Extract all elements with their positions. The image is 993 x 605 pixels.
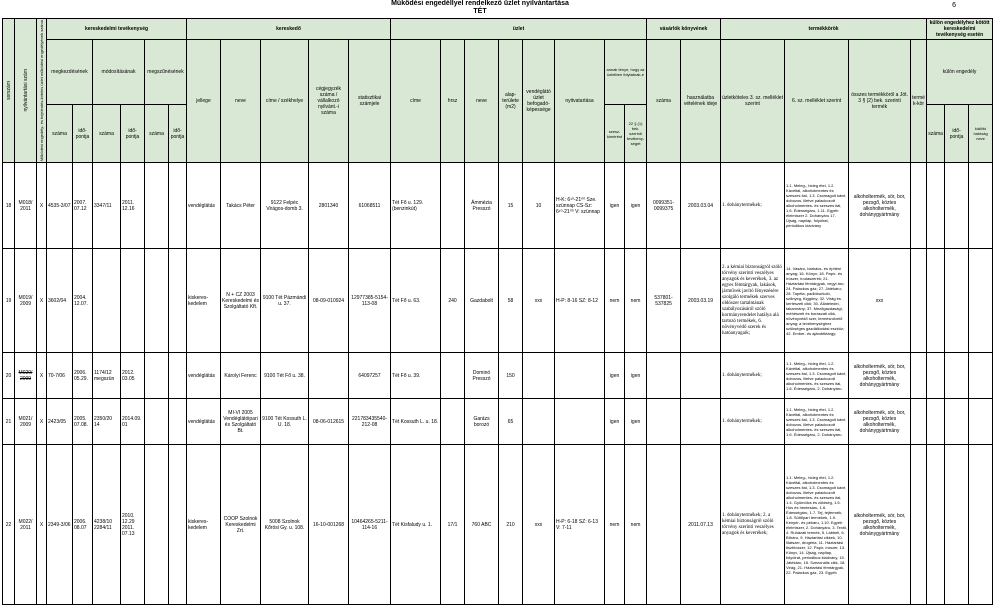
row-mod-ido: 2014.09. 01 bbox=[121, 399, 145, 445]
row-number: 21 bbox=[3, 399, 15, 445]
row-osszes: alkoholtermék, sör, bor, pezsgő, köztes alkoholtermék, dohánygyártmány bbox=[849, 445, 911, 605]
col-vk-szama: száma bbox=[647, 40, 681, 163]
row-nyilv: M020/ 2009 bbox=[15, 353, 37, 399]
col-uzlet-neve: neve bbox=[465, 40, 499, 163]
row-mod-ido: 2010. 12.29 2011. 07.13 bbox=[121, 445, 145, 605]
col-msz-ido: idő-pontja bbox=[169, 105, 187, 163]
row-mod-szama: 3347/11 bbox=[93, 163, 121, 249]
row-uzlet-cime: Tét Fő u. 39. bbox=[391, 353, 441, 399]
row-msz-ido bbox=[169, 353, 187, 399]
row-cegjegyzek: 16-10-001268 bbox=[309, 445, 349, 605]
table-row bbox=[3, 445, 993, 605]
row-nyitvatartas: H-P: 6-18 SZ: 6-13 V: 7-11 bbox=[555, 445, 605, 605]
row-osszes: alkoholtermék, sör, bor, pezsgő, köztes alkoholtermék, dohánygyártmány bbox=[849, 353, 911, 399]
row-mk-ido: 2007. 07.12 bbox=[73, 163, 93, 249]
register-subtitle: TÉT bbox=[473, 8, 487, 15]
sub-annak-tenye: annak ténye, hogy az üzletben folytatnak-e bbox=[605, 40, 647, 105]
row-termekkor bbox=[911, 445, 927, 605]
row-cegjegyzek: 08-09-010924 bbox=[309, 249, 349, 353]
row-befogado: 10 bbox=[523, 163, 555, 249]
row-kereskedo-neve: Takács Péter bbox=[221, 163, 261, 249]
row-hasznalatba: 2011.07.13 bbox=[681, 445, 721, 605]
row-mk-ido: 2006. 05.29. bbox=[73, 353, 93, 399]
row-mk-ido: 2004. 12.07. bbox=[73, 249, 93, 353]
row-k-szama bbox=[927, 163, 945, 249]
col-mukodesi: Működési engedély- és bejelentés-köteles üzlet működési engedélyének száma bbox=[39, 20, 44, 162]
table-row bbox=[3, 249, 993, 353]
row-k-szama bbox=[927, 445, 945, 605]
row-szeszkimeres: nem bbox=[605, 445, 625, 605]
row-k-szama bbox=[927, 249, 945, 353]
row-osszes: xxx bbox=[849, 249, 911, 353]
row-mod-szama: 1174/12 megszün bbox=[93, 353, 121, 399]
row-6sz: 1.1. Meleg-, hideg étel, 1.2. Kávéital, alkoholmentes és szeszes ital, 1.3. Csomagolt kávé, dobozos, illetve palackozott alkoholmentes- és szeszes ital, 1.6. Édességáru, 2. Dohányáru bbox=[785, 399, 849, 445]
row-uzlet-cime: Tét Kisfaludy u. 1. bbox=[391, 445, 441, 605]
row-msz-ido bbox=[169, 249, 187, 353]
row-kereskedo-neve: N + CZ 2003 Kereskedelmi és Szolgáltató Kft. bbox=[221, 249, 261, 353]
row-nyilv: M018/ 2011 bbox=[15, 163, 37, 249]
row-befogado: xxx bbox=[523, 445, 555, 605]
row-number: 18 bbox=[3, 163, 15, 249]
col-kiallito: kiállító hatóság neve bbox=[969, 105, 993, 163]
row-msz-szama bbox=[145, 249, 169, 353]
col-alapterulet: alap-területe (m2) bbox=[499, 40, 523, 163]
row-mk-szama: 3602/04 bbox=[47, 249, 73, 353]
row-uzlet-neve: Garázs borozó bbox=[465, 399, 499, 445]
col-befogado: vendéglátó üzlet befogadó-képessége bbox=[523, 40, 555, 163]
row-k-ido bbox=[945, 163, 969, 249]
group-kereskedo: kereskedő bbox=[187, 19, 391, 40]
row-statisztikai: 61068511 bbox=[349, 163, 391, 249]
row-alapterulet: 210 bbox=[499, 445, 523, 605]
col-mod-ido: idő-pontja bbox=[121, 105, 145, 163]
col-cime-szekhelye: címe / székhelye bbox=[261, 40, 309, 163]
col-sorszam: sorszám bbox=[5, 81, 12, 101]
col-hrsz: hrsz bbox=[441, 40, 465, 163]
col-mk-ido: idő-pontja bbox=[73, 105, 93, 163]
row-msz-szama bbox=[145, 353, 169, 399]
row-6sz: 1.1. Meleg-, hideg étel, 1.2. Kávéital, alkoholmentes és szeszes ital, 1.3. Csomagolt kávé, dobozos, illetve palackozott alkoholmentes- és szeszes ital, 1.6. Édességáru, 1.11. Egyéb élelmiszer 2. Dohányáru 17. Újság, napilap, folyóirat, periodikus kiadvány bbox=[785, 163, 849, 249]
row-hrsz bbox=[441, 353, 465, 399]
row-termekkor bbox=[911, 163, 927, 249]
row-k-ido bbox=[945, 249, 969, 353]
row-mk-ido: 2006. 08.07 bbox=[73, 445, 93, 605]
col-neve: neve bbox=[221, 40, 261, 163]
row-mod-ido: 2012. 03.05 bbox=[121, 353, 145, 399]
page-marker: 6 bbox=[952, 2, 956, 9]
row-cegjegyzek bbox=[309, 353, 349, 399]
col-k-ido: idő-pontja bbox=[945, 105, 969, 163]
row-k-szama bbox=[927, 399, 945, 445]
row-uzletkoteles: 2. a kémiai biztonságról szóló törvény szerinti veszélyes anyagok és keverékek, 3. az egyes fémtárgyak, lakások, járművek javító fényezésére szolgáló termékek szerves oldószer tartalmának szabályozásáról szóló kormányrendelet hatálya alá tartozó termékek, 6. növényvédő szerek és hatóanyagaik; bbox=[721, 249, 785, 353]
row-msz-szama bbox=[145, 445, 169, 605]
row-x: X bbox=[37, 163, 47, 249]
row-alapterulet: 58 bbox=[499, 249, 523, 353]
col-6sz: 6. sz. melléklet szerint bbox=[785, 40, 849, 163]
row-number: 20 bbox=[3, 353, 15, 399]
row-hrsz: 17/1 bbox=[441, 445, 465, 605]
row-6sz: 14. Vasáru, barkács- és építési anyag; 16. Könyv; 18. Papír- és írószer, irodaszerek; 21. Háztartási fémtárgyak, vegyi áru; 24. Palackos gáz; 27. Játékáru; 28. Tapéta, padlóburkoló, szőnyeg, függöny; 32. Virág és kertészeti cikk; 30. Állateledel, takarmány; 37. Mezőgazdasági, méhészeti és borászati cikk, növényvédő szer, termésnövelő anyag; a tevékenységhez szükséges gazdálkodási eszköz; 42. Ember- és ajándéktárgy; bbox=[785, 249, 849, 353]
row-k-ido bbox=[945, 445, 969, 605]
row-alapterulet: 150 bbox=[499, 353, 523, 399]
col-uzletkoteles: üzletköteles 3. sz. melléklet szerint bbox=[721, 40, 785, 163]
row-statisztikai: 10464265-5211-114-16 bbox=[349, 445, 391, 605]
row-jellege: vendéglátás bbox=[187, 353, 221, 399]
row-mod-szama: 2350/20 14 bbox=[93, 399, 121, 445]
row-mod-szama bbox=[93, 249, 121, 353]
row-befogado bbox=[523, 353, 555, 399]
row-hrsz bbox=[441, 163, 465, 249]
group-uzlet: üzlet bbox=[391, 19, 647, 40]
row-kiallito bbox=[969, 399, 993, 445]
row-nyilv: M022/ 2011 bbox=[15, 445, 37, 605]
row-osszes: alkoholtermék, sör, bor, pezsgő, köztes alkoholtermék, dohánygyártmány bbox=[849, 163, 911, 249]
row-22par: nem bbox=[625, 249, 647, 353]
row-6sz: 1.1. Meleg-, hideg étel, 1.2. Kávéital, alkoholmentes és szeszes ital, 1.3. Csomagolt kávé, dobozos, illetve palackozott alkoholmentes- és szeszes ital, 1.4. Gyümölcs és zöldség, 1.5. Hús és hentesáru, 1.6. Édességáru, 1.7. Tej, tejtermék, 1.8. Sütőipari termékek, 1.9. Kenyér- és pékáru, 1.10. Egyéb élelmiszer, 2. Dohányáru, 3. Textil, 4. Ruházati termék, 5. Lábbeli, 6. Bőráru, 9. Háztartási cikkek, 10. Illatszer, drogéria, 11. Háztartási tisztítószer, 12. Papír, írószer, 13. Könyv, 14. Újság, napilap, folyóirat, periodikus kiadvány, 15. Játékáru, 16. Szezonális cikk, 18. Virág, 21. Háztartási fémtárgyak, 22. Palackos gáz, 23. Egyéb bbox=[785, 445, 849, 605]
row-kereskedo-cime: 9122 Felpéc Virágos-domb 3. bbox=[261, 163, 309, 249]
row-kereskedo-neve: COOP Szolnok Kereskedelmi Zrt. bbox=[221, 445, 261, 605]
row-uzlet-cime: Tét Fő u. 129. (benzinkút) bbox=[391, 163, 441, 249]
col-nyilv: nyilvántartási szám bbox=[22, 69, 29, 112]
row-uzlet-cime: Tét Fő u. 63. bbox=[391, 249, 441, 353]
col-szeszkimeres: szesz-kimérést bbox=[605, 105, 625, 163]
group-kulon: külön engedélyhez kötött kereskedelmi tevékenység esetén bbox=[927, 19, 993, 40]
col-termekkor: termék-kör bbox=[911, 40, 927, 163]
row-mod-ido bbox=[121, 249, 145, 353]
row-vk-szama bbox=[647, 353, 681, 399]
row-uzlet-neve: Ámmézia Presszó bbox=[465, 163, 499, 249]
row-szeszkimeres: igen bbox=[605, 399, 625, 445]
row-msz-szama bbox=[145, 163, 169, 249]
row-22par: igen bbox=[625, 163, 647, 249]
col-k-szama: száma bbox=[927, 105, 945, 163]
col-jellege: jellege bbox=[187, 40, 221, 163]
row-msz-ido bbox=[169, 445, 187, 605]
row-osszes: alkoholtermék, sör, bor, pezsgő, köztes alkoholtermék, dohánygyártmány bbox=[849, 399, 911, 445]
row-22par: igen bbox=[625, 353, 647, 399]
row-jellege: vendéglátás bbox=[187, 399, 221, 445]
row-hasznalatba bbox=[681, 353, 721, 399]
row-statisztikai: 64097257 bbox=[349, 353, 391, 399]
row-msz-szama bbox=[145, 399, 169, 445]
row-mk-szama: 70-7/06 bbox=[47, 353, 73, 399]
row-mod-ido: 2011. 12.16 bbox=[121, 163, 145, 249]
col-mod-szama: száma bbox=[93, 105, 121, 163]
row-hasznalatba: 2003.03.19 bbox=[681, 249, 721, 353]
group-kereskedelmi: kereskedelmi tevékenység bbox=[47, 19, 187, 40]
col-osszes: összes termékköröl a Jöt. 3 § (2) bek. szerinti termék bbox=[849, 40, 911, 163]
row-mk-szama: 2423/05 bbox=[47, 399, 73, 445]
row-uzlet-neve: 760 ABC bbox=[465, 445, 499, 605]
row-szeszkimeres: igen bbox=[605, 163, 625, 249]
sub-megkezdes: megkezdésének bbox=[47, 40, 93, 105]
group-termekkorok: termékkörök bbox=[721, 19, 927, 40]
col-uzlet-cime: címe bbox=[391, 40, 441, 163]
sub-modositas: módosításának bbox=[93, 40, 145, 105]
table-row bbox=[3, 163, 993, 249]
row-uzlet-cime: Tét Kossuth L. u. 18. bbox=[391, 399, 441, 445]
col-cegjegyzek: cégjegyzék száma / vállalkozó nyilvánt.-i száma bbox=[309, 40, 349, 163]
row-nyitvatartas bbox=[555, 353, 605, 399]
row-k-ido bbox=[945, 353, 969, 399]
row-kiallito bbox=[969, 353, 993, 399]
row-nyilv: M019/ 2009 bbox=[15, 249, 37, 353]
row-befogado: xxx bbox=[523, 249, 555, 353]
row-22par: nem bbox=[625, 445, 647, 605]
col-mk-szama: száma bbox=[47, 105, 73, 163]
row-termekkor bbox=[911, 249, 927, 353]
row-22par: igen bbox=[625, 399, 647, 445]
row-nyitvatartas: H-P: 8-16 SZ: 8-12 bbox=[555, 249, 605, 353]
row-vk-szama: 537801-537825 bbox=[647, 249, 681, 353]
row-jellege: vendéglátás bbox=[187, 163, 221, 249]
row-uzletkoteles: 1. dohánytermékek; 2. a kémiai biztonságról szóló törvény szerinti veszélyes anyagok és keverékek; bbox=[721, 445, 785, 605]
row-msz-ido bbox=[169, 163, 187, 249]
col-msz-szama: száma bbox=[145, 105, 169, 163]
row-kereskedo-cime: 5008 Szolnok Kőrösi Gy. u. 108. bbox=[261, 445, 309, 605]
row-k-szama bbox=[927, 353, 945, 399]
row-6sz: 1.1. Meleg-, hideg étel, 1.2. Kávéital, alkoholmentes és szeszes ital, 1.3. Csomagolt kávé, dobozos, illetve palackozott alkoholmentes- és szeszes ital, 1.6. Édességáru, 2. Dohányáru bbox=[785, 353, 849, 399]
row-kiallito bbox=[969, 163, 993, 249]
row-uzletkoteles: 1. dohánytermékek; bbox=[721, 353, 785, 399]
row-jellege: kiskeres-kedelem bbox=[187, 445, 221, 605]
col-statisztikai: statisztikai számjele bbox=[349, 40, 391, 163]
row-vk-szama bbox=[647, 399, 681, 445]
row-szeszkimeres: igen bbox=[605, 353, 625, 399]
row-hrsz bbox=[441, 399, 465, 445]
row-termekkor bbox=[911, 399, 927, 445]
row-mk-szama: 2349-3/06 bbox=[47, 445, 73, 605]
row-cegjegyzek: 2801340 bbox=[309, 163, 349, 249]
col-hasznalatba: használatba vételének ideje bbox=[681, 40, 721, 163]
row-mk-szama: 4535-3/07 bbox=[47, 163, 73, 249]
row-statisztikai: 221783435540-212-08 bbox=[349, 399, 391, 445]
row-x: X bbox=[37, 353, 47, 399]
row-statisztikai: 12977385-5154-113-08 bbox=[349, 249, 391, 353]
row-cegjegyzek: 08-06-012615 bbox=[309, 399, 349, 445]
row-szeszkimeres: nem bbox=[605, 249, 625, 353]
row-x: X bbox=[37, 445, 47, 605]
row-kiallito bbox=[969, 445, 993, 605]
row-alapterulet: 15 bbox=[499, 163, 523, 249]
sub-megszunes: megszűnésének bbox=[145, 40, 187, 105]
row-hrsz: 240 bbox=[441, 249, 465, 353]
row-vk-szama: 0099351-0099375 bbox=[647, 163, 681, 249]
row-x: X bbox=[37, 399, 47, 445]
row-kereskedo-cime: 9100 Tét Pázmándi u. 37. bbox=[261, 249, 309, 353]
row-kiallito bbox=[969, 249, 993, 353]
row-uzlet-neve: Gazdabolt bbox=[465, 249, 499, 353]
row-number: 19 bbox=[3, 249, 15, 353]
row-k-ido bbox=[945, 399, 969, 445]
row-uzlet-neve: Dominó Presszó bbox=[465, 353, 499, 399]
row-nyitvatartas bbox=[555, 399, 605, 445]
group-vasarlok: vásárlók könyvének bbox=[647, 19, 721, 40]
col-22par: 22 § (1) bek. szerinti tevékeny-séget bbox=[625, 105, 647, 163]
sub-kulon-engedely: külön engedély bbox=[927, 40, 993, 105]
row-kereskedo-neve: Károlyi Ferenc bbox=[221, 353, 261, 399]
row-nyilv: M021/ 2009 bbox=[15, 399, 37, 445]
row-termekkor bbox=[911, 353, 927, 399]
row-mod-szama: 4238/10 2284/11 bbox=[93, 445, 121, 605]
row-kereskedo-cime: 9100 Tét Kossuth L. U. 18. bbox=[261, 399, 309, 445]
row-alapterulet: 65 bbox=[499, 399, 523, 445]
register-table bbox=[2, 18, 993, 605]
row-uzletkoteles: 1. dohánytermékek; bbox=[721, 163, 785, 249]
row-hasznalatba bbox=[681, 399, 721, 445]
row-x: X bbox=[37, 249, 47, 353]
row-jellege: kiskeres-kedelem bbox=[187, 249, 221, 353]
register-title: Működési engedéllyel rendelkező üzlet nyilvántartása bbox=[391, 0, 569, 7]
row-msz-ido bbox=[169, 399, 187, 445]
row-vk-szama bbox=[647, 445, 681, 605]
row-uzletkoteles: 1. dohánytermékek; bbox=[721, 399, 785, 445]
row-befogado bbox=[523, 399, 555, 445]
row-hasznalatba: 2003.03.04 bbox=[681, 163, 721, 249]
row-nyitvatartas: H-K: 6¹⁰-21⁰⁰ Sze. szünnap CS-Sz: 6¹⁰-21⁰⁰ V: szünnap bbox=[555, 163, 605, 249]
col-nyitvatartas: nyitvatartása bbox=[555, 40, 605, 163]
row-number: 22 bbox=[3, 445, 15, 605]
table-row bbox=[3, 399, 993, 445]
row-kereskedo-cime: 9100 Tét Fő u. 38. bbox=[261, 353, 309, 399]
row-mk-ido: 2005. 07.08. bbox=[73, 399, 93, 445]
row-kereskedo-neve: MI-VI 2005 Vendéglátóipari és Szolgáltató Bt. bbox=[221, 399, 261, 445]
table-row bbox=[3, 353, 993, 399]
